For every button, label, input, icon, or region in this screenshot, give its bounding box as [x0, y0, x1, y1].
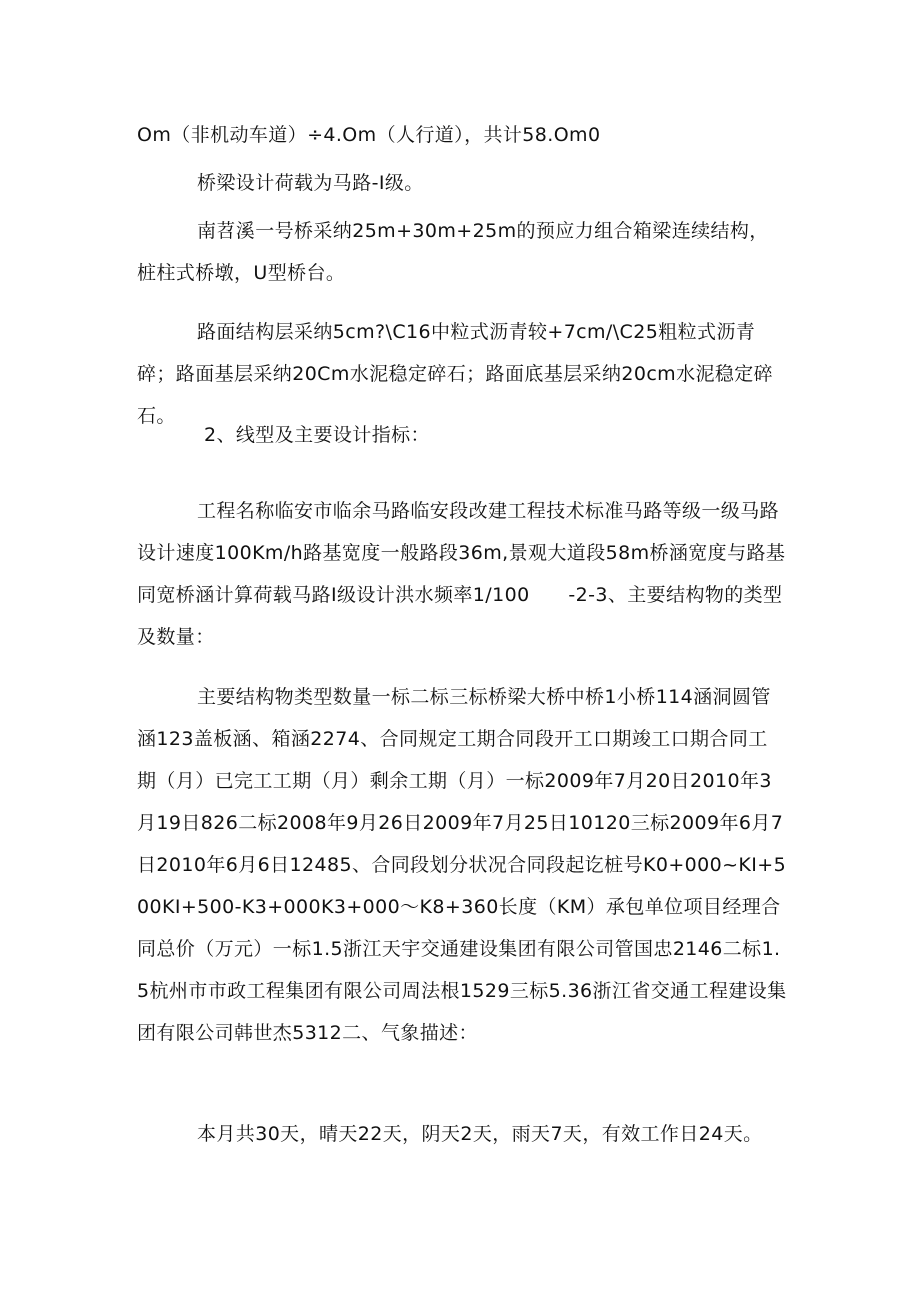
paragraph-structures-contracts: 主要结构物类型数量一标二标三标桥梁大桥中桥1小桥114涵洞圆管涵123盖板涵、箱涵2274、合同规定工期合同段开工口期竣工口期合同工期（月）已完工工期（月）剩余工期（月）一标2009年7月20日2010年3月19日826二标2008年9月26日2009年7月25日10120三标2009年6月7日2010年6月6日12485、合同段划分状况合同段起讫桩号K0+000~KI+500KI+500-K3+000K3+000～K8+360长度（KM）承包单位项目经理合同总价（万元）一标1.5浙江天宇交通建设集团有限公司管国忠2146二标1.5杭州市市政工程集团有限公司周法根1529三标5.36浙江省交通工程建设集团有限公司韩世杰5312二、气象描述： — [137, 686, 787, 1044]
paragraph-pavement: 路面结构层采纳5cm?\C16中粒式沥青较+7cm/\C25粗粒式沥青碎；路面基层采纳20Cm水泥稳定碎石；路面底基层采纳20cm水泥稳定碎石。 — [137, 321, 774, 427]
paragraph-weather: 本月共30天，晴天22天，阴天2天，雨天7天，有效工作日24天。 — [197, 1123, 763, 1145]
paragraph-bridge-load: 桥梁设计荷载为马路-I级。 — [197, 172, 424, 194]
paragraph-project-standards: 工程名称临安市临余马路临安段改建工程技术标准马路等级一级马路设计速度100Km/h路基宽度一般路段36m,景观大道段58m桥涵宽度与路基同宽桥涵计算荷载马路I级设计洪水频率1/100 -2-3、主要结构物的类型及数量： — [137, 500, 786, 648]
heading-design-indicators: 2、线型及主要设计指标： — [204, 424, 430, 446]
paragraph-road-width: Om（非机动车道）÷4.Om（人行道），共计58.Om0 — [137, 124, 601, 146]
paragraph-bridge-structure: 南苕溪一号桥采纳25m+30m+25m的预应力组合箱梁连续结构，桩柱式桥墩，U型桥台。 — [137, 220, 769, 284]
